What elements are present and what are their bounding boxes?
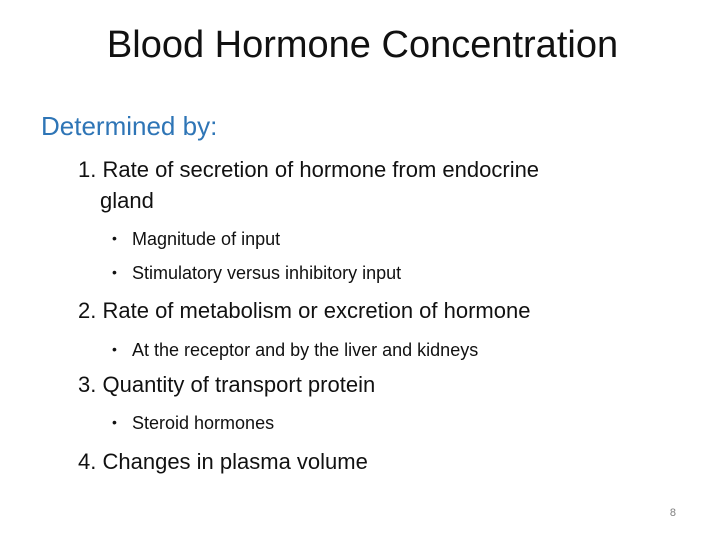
sub-bullet (112, 260, 401, 285)
slide-title: Blood Hormone Concentration (106, 24, 619, 66)
item-text: Quantity of transport protein (102, 372, 376, 397)
list-item-1 (78, 154, 539, 216)
list-item-4 (78, 446, 368, 477)
page-number: 8 (669, 507, 676, 519)
item-text: Changes in plasma volume (102, 449, 368, 474)
bullet-icon: • (112, 230, 117, 246)
sub-bullet (112, 337, 478, 362)
item-text: Rate of secretion of hormone from endocrine (102, 157, 540, 182)
item-number: 1. (78, 157, 97, 182)
item-number: 2. (78, 298, 97, 323)
item-text-continuation: gland (100, 188, 154, 213)
sub-bullet-text: At the receptor and by the liver and kidneys (132, 340, 479, 360)
bullet-icon: • (112, 264, 117, 280)
item-number: 3. (78, 372, 97, 397)
item-number: 4. (78, 449, 97, 474)
item-text: Rate of metabolism or excretion of hormone (102, 298, 531, 323)
list-item-3 (78, 369, 375, 400)
list-item-2 (78, 295, 530, 326)
sub-bullet-text: Steroid hormones (132, 413, 275, 433)
sub-bullet (112, 410, 274, 435)
sub-bullet-text: Stimulatory versus inhibitory input (132, 263, 402, 283)
sub-bullet (112, 226, 280, 251)
subheading: Determined by: (41, 111, 218, 141)
sub-bullet-text: Magnitude of input (132, 229, 281, 249)
bullet-icon: • (112, 414, 117, 430)
bullet-icon: • (112, 341, 117, 357)
